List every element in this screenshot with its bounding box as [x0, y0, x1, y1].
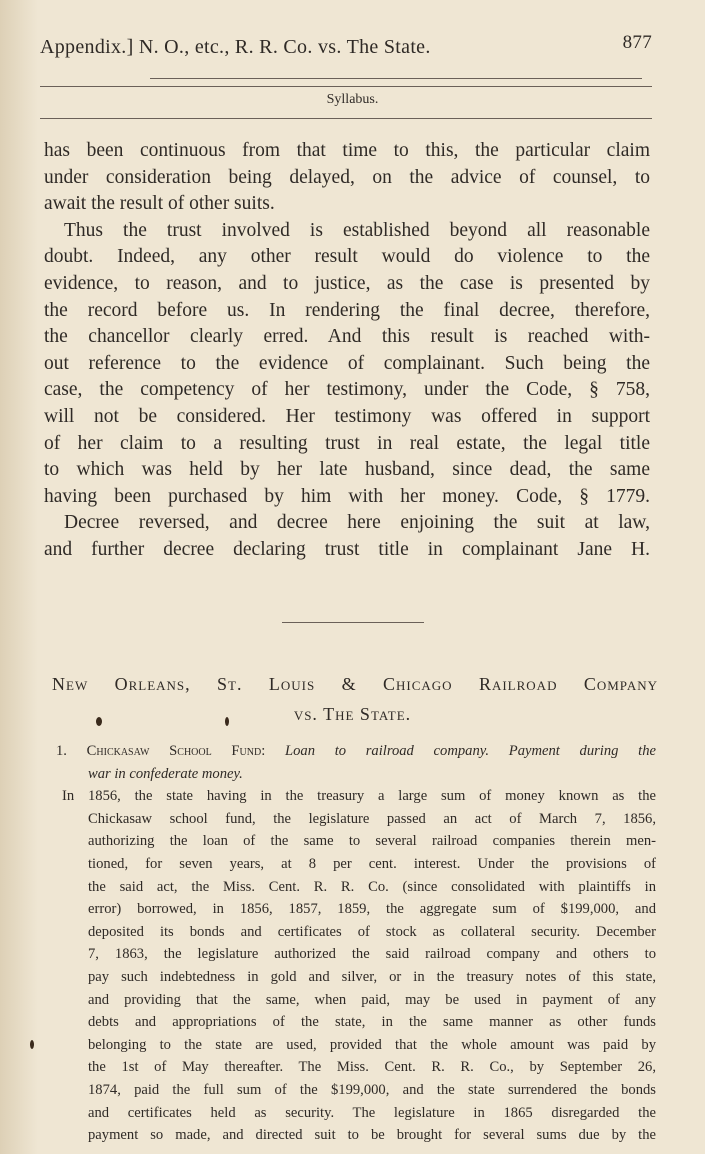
- text-line: case, the competency of her testimony, under the Code, § 758,: [44, 379, 650, 401]
- text-line: 1874, paid the full sum of the $199,000, and the state surrendered the bonds: [88, 1081, 656, 1098]
- text-line: and further decree declaring trust title in complainant Jane H.: [44, 538, 650, 560]
- case-title-vs: vs. The State.: [293, 704, 412, 724]
- text-line: the record before us. In rendering the final decree, therefore,: [44, 299, 650, 321]
- text-line: payment so made, and directed suit to be brought for several sums due by the: [88, 1127, 656, 1144]
- text-line: under consideration being delayed, on the advice of counsel, to: [44, 166, 650, 188]
- case-separator-rule: [282, 622, 424, 623]
- text-line: await the result of other suits.: [44, 193, 275, 215]
- headnote: [56, 740, 656, 1147]
- text-line: the said act, the Miss. Cent. R. R. Co. (since consolidated with plaintiffs in: [88, 878, 656, 895]
- section-label: Syllabus.: [326, 92, 379, 107]
- text-line: Decree reversed, and decree here enjoining the suit at law,: [64, 512, 650, 534]
- text-line: doubt. Indeed, any other result would do violence to the: [44, 246, 650, 268]
- text-line: to which was held by her late husband, since dead, the same: [44, 459, 650, 481]
- section-rule: [40, 118, 652, 119]
- text-line: and providing that the same, when paid, may be used in payment of any: [88, 991, 656, 1008]
- text-line: deposited its bonds and certificates of stock as collateral security. December: [88, 923, 656, 940]
- text-line: 7, 1863, the legislature authorized the said railroad company and others to: [88, 946, 656, 963]
- text-line: of her claim to a resulting trust in real estate, the legal title: [44, 432, 650, 454]
- case-title: New Orleans, St. Louis & Chicago Railroad Company: [52, 674, 658, 694]
- text-line: will not be considered. Her testimony was offered in support: [44, 405, 650, 427]
- text-line: and certificates held as security. The legislature in 1865 disregarded the: [88, 1104, 656, 1121]
- opinion-text: [44, 138, 650, 564]
- text-line: debts and appropriations of the state, in the same manner as other funds: [88, 1014, 656, 1031]
- header-rule: [40, 86, 652, 87]
- text-line: pay such indebtedness in gold and silver, or in the treasury notes of this state,: [88, 968, 656, 985]
- text-line: authorizing the loan of the same to several railroad companies therein men-: [88, 833, 656, 850]
- running-header: [40, 32, 652, 59]
- text-line: having been purchased by him with her money. Code, § 1779.: [44, 485, 650, 507]
- ink-spot: [96, 717, 102, 726]
- ink-spot: [30, 1040, 34, 1049]
- text-line: error) borrowed, in 1856, 1857, 1859, the aggregate sum of $199,000, and: [88, 901, 656, 918]
- text-line: the chancellor clearly erred. And this result is reached with-: [44, 326, 650, 348]
- headnote-summary-cont: war in confederate money.: [88, 765, 243, 782]
- text-line: out reference to the evidence of complainant. Such being the: [44, 352, 650, 374]
- ink-spot: [225, 717, 229, 726]
- page-number: 877: [622, 32, 652, 53]
- text-line: tioned, for seven years, at 8 per cent. interest. Under the provisions of: [88, 855, 656, 872]
- header-rule-top: [150, 78, 642, 79]
- headnote-topic: Chickasaw School Fund:: [86, 743, 266, 759]
- text-line: Thus the trust involved is established beyond all reasonable: [64, 219, 650, 241]
- text-line: has been continuous from that time to this, the particular claim: [44, 140, 650, 161]
- text-line: In 1856, the state having in the treasury a large sum of money known as the: [62, 788, 656, 805]
- text-line: Chickasaw school fund, the legislature passed an act of March 7, 1856,: [88, 810, 656, 827]
- running-header-title: Appendix.] N. O., etc., R. R. Co. vs. The State.: [40, 36, 431, 58]
- text-line: evidence, to reason, and to justice, as the case is presented by: [44, 272, 650, 294]
- headnote-summary: Loan to railroad company. Payment during the: [284, 743, 656, 759]
- text-line: belonging to the state are used, provided that the whole amount was paid by: [88, 1036, 656, 1053]
- text-line: the 1st of May thereafter. The Miss. Cent. R. R. Co., by September 26,: [88, 1059, 656, 1076]
- page-gutter-shadow: [0, 0, 38, 1154]
- headnote-number: 1.: [56, 743, 67, 759]
